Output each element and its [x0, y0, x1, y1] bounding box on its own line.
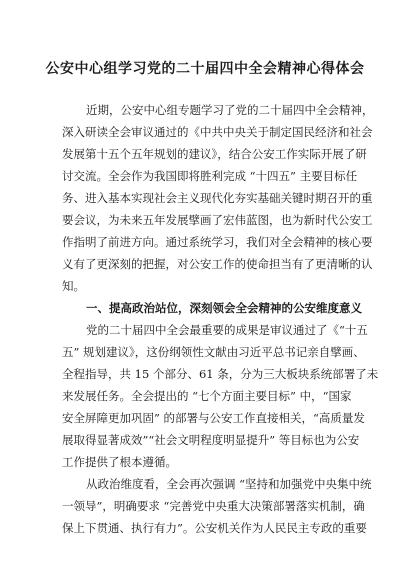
paragraph-line: 展取得显著成效”“社会文明程度明显提升” 等目标也为公安 — [62, 433, 360, 447]
paragraph-line: 保上下贯通、执行有力”。公安机关作为人民民主专政的重要 — [62, 521, 367, 535]
paragraph-line: 一领导”，明确要求 “完善党中央重大决策部署落实机制，确 — [62, 499, 365, 513]
paragraph-line: 义有了更深刻的把握，对公安工作的使命担当有了更清晰的认 — [62, 257, 373, 271]
paragraph-line: 安全屏障更加巩固” 的部署与公安工作直接相关，“高质量发 — [62, 411, 365, 425]
paragraph-line: 五” 规划建议》，这份纲领性文献由习近平总书记亲自擘画、 — [62, 345, 365, 359]
paragraph-line: 讨交流。全会作为我国即将胜利完成 “十四五” 主要目标任 — [62, 169, 358, 183]
paragraph-line: 党的二十届四中全会最重要的成果是审议通过了《“十五 — [86, 323, 368, 337]
paragraph-line: 全程指导，共 15 个部分、61 条，分为三大板块系统部署了未 — [62, 367, 379, 381]
paragraph-line: 务、进入基本实现社会主义现代化夯实基础关键时期召开的重 — [62, 191, 373, 205]
paragraph-line: 深入研读全会审议通过的《中共中央关于制定国民经济和社会 — [62, 125, 373, 139]
paragraph-line: 知。 — [62, 279, 85, 293]
paragraph-line: 来发展任务。全会提出的 “七个方面主要目标” 中，“国家 — [62, 389, 352, 403]
section-heading: 一、提高政治站位，深刻领会全会精神的公安维度意义 — [86, 301, 362, 315]
paragraph-line: 近期，公安中心组专题学习了党的二十届四中全会精神， — [86, 103, 374, 117]
document-title: 公安中心组学习党的二十届四中全会精神心得体会 — [45, 61, 365, 77]
paragraph-line: 作指明了前进方向。通过系统学习，我们对全会精神的核心要 — [62, 235, 373, 249]
paragraph-line: 要会议，为未来五年发展擘画了宏伟蓝图，也为新时代公安工 — [62, 213, 373, 227]
paragraph-line: 发展第十五个五年规划的建议》，结合公安工作实际开展了研 — [62, 147, 367, 161]
paragraph-line: 从政治维度看，全会再次强调 “坚持和加强党中央集中统 — [86, 477, 372, 491]
paragraph-line: 工作提供了根本遵循。 — [62, 455, 177, 469]
